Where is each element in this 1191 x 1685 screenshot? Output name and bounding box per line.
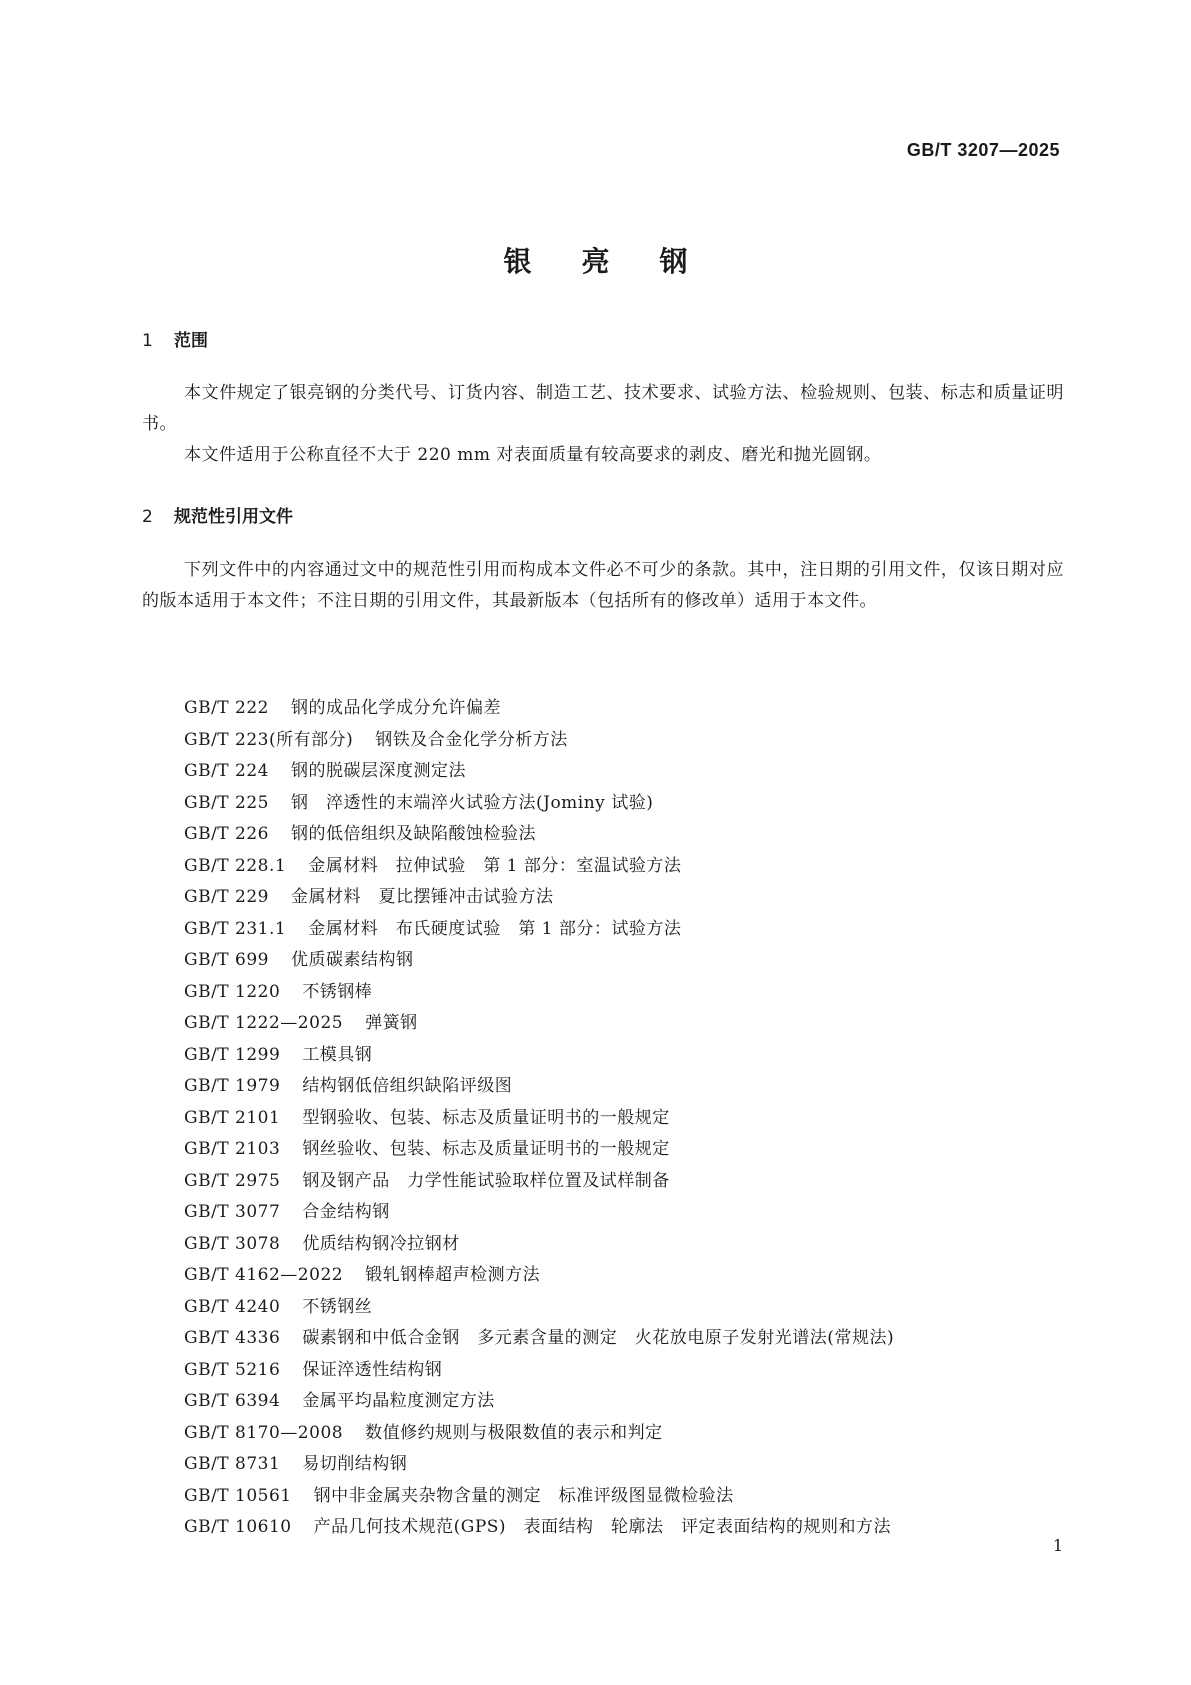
reference-item xyxy=(184,977,894,1009)
reference-code: GB/T 228.1 xyxy=(184,855,287,876)
reference-code: GB/T 1220 xyxy=(184,981,281,1002)
reference-item xyxy=(184,1008,894,1040)
reference-code: GB/T 4162—2022 xyxy=(184,1265,344,1285)
reference-code: GB/T 699 xyxy=(184,950,269,970)
reference-code: GB/T 5216 xyxy=(184,1359,281,1380)
reference-code: GB/T 8731 xyxy=(184,1454,281,1474)
reference-item xyxy=(184,1418,894,1450)
reference-title: 优质碳素结构钢 xyxy=(291,950,414,970)
reference-code: GB/T 3077 xyxy=(184,1202,281,1222)
reference-item xyxy=(184,1386,894,1418)
reference-item xyxy=(184,914,894,946)
reference-item xyxy=(184,1292,894,1324)
reference-item xyxy=(184,1197,894,1229)
reference-title: 易切削结构钢 xyxy=(302,1454,408,1474)
reference-title: 优质结构钢冷拉钢材 xyxy=(302,1233,460,1254)
reference-item xyxy=(184,1103,894,1135)
reference-title: 钢的脱碳层深度测定法 xyxy=(291,761,466,781)
reference-code: GB/T 2101 xyxy=(184,1107,281,1128)
reference-item xyxy=(184,1260,894,1292)
reference-title: 钢铁及合金化学分析方法 xyxy=(375,729,568,750)
reference-item xyxy=(184,945,894,977)
reference-code: GB/T 3078 xyxy=(184,1233,281,1254)
reference-code: GB/T 6394 xyxy=(184,1391,281,1411)
section-title: 范围 xyxy=(174,331,208,351)
reference-code: GB/T 10610 xyxy=(184,1517,292,1537)
reference-item xyxy=(184,1229,894,1261)
reference-title: 保证淬透性结构钢 xyxy=(302,1359,443,1380)
reference-item xyxy=(184,1323,894,1355)
reference-title: 金属材料 布氏硬度试验 第 1 部分：试验方法 xyxy=(308,918,682,939)
scope-paragraph-2: 本文件适用于公称直径不大于 220 mm 对表面质量有较高要求的剥皮、磨光和抛光圆钢。 xyxy=(184,445,882,465)
reference-title: 钢丝验收、包装、标志及质量证明书的一般规定 xyxy=(302,1139,670,1159)
reference-title: 工模具钢 xyxy=(302,1044,373,1065)
reference-item xyxy=(184,1449,894,1481)
reference-code: GB/T 222 xyxy=(184,698,269,718)
reference-item xyxy=(184,788,894,820)
reference-code: GB/T 1299 xyxy=(184,1044,281,1065)
reference-code: GB/T 4240 xyxy=(184,1296,281,1317)
standard-code: GB/T 3207—2025 xyxy=(906,140,1060,160)
reference-title: 型钢验收、包装、标志及质量证明书的一般规定 xyxy=(302,1107,670,1128)
reference-code: GB/T 224 xyxy=(184,761,269,781)
reference-code: GB/T 231.1 xyxy=(184,918,287,939)
references-intro-paragraph: 下列文件中的内容通过文中的规范性引用而构成本文件必不可少的条款。其中，注日期的引用文件，仅该日期对应的版本适用于本文件；不注日期的引用文件，其最新版本（包括所有的修改单）适用于本文件。 xyxy=(142,560,1064,611)
reference-item xyxy=(184,851,894,883)
reference-title: 金属材料 拉伸试验 第 1 部分：室温试验方法 xyxy=(308,855,682,876)
reference-title: 数值修约规则与极限数值的表示和判定 xyxy=(365,1422,663,1443)
reference-code: GB/T 229 xyxy=(184,887,269,907)
reference-item xyxy=(184,1512,894,1544)
page-number: 1 xyxy=(1052,1536,1063,1555)
section-number: 1 xyxy=(142,331,153,351)
reference-item xyxy=(184,725,894,757)
reference-title: 合金结构钢 xyxy=(302,1202,390,1222)
document-title: 银亮钢 xyxy=(503,245,738,278)
reference-title: 钢的低倍组织及缺陷酸蚀检验法 xyxy=(291,824,536,844)
reference-code: GB/T 2975 xyxy=(184,1170,281,1191)
section-heading-scope xyxy=(142,326,208,351)
section-title: 规范性引用文件 xyxy=(174,507,293,527)
reference-title: 弹簧钢 xyxy=(365,1013,418,1033)
reference-item xyxy=(184,1355,894,1387)
reference-title: 金属平均晶粒度测定方法 xyxy=(302,1391,495,1411)
reference-item xyxy=(184,819,894,851)
reference-title: 产品几何技术规范(GPS) 表面结构 轮廓法 评定表面结构的规则和方法 xyxy=(313,1517,892,1537)
reference-code: GB/T 1222—2025 xyxy=(184,1013,344,1033)
reference-item xyxy=(184,1134,894,1166)
reference-item xyxy=(184,1166,894,1198)
reference-title: 结构钢低倍组织缺陷评级图 xyxy=(302,1076,513,1096)
reference-code: GB/T 223(所有部分) xyxy=(184,729,354,750)
section-heading-normative-references xyxy=(142,502,293,527)
section-number: 2 xyxy=(142,507,153,527)
reference-item xyxy=(184,882,894,914)
reference-item xyxy=(184,1481,894,1513)
scope-paragraph-1: 本文件规定了银亮钢的分类代号、订货内容、制造工艺、技术要求、试验方法、检验规则、包装、标志和质量证明书。 xyxy=(142,383,1064,434)
reference-title: 钢的成品化学成分允许偏差 xyxy=(291,698,501,718)
reference-code: GB/T 8170—2008 xyxy=(184,1422,344,1443)
reference-code: GB/T 1979 xyxy=(184,1076,281,1096)
reference-item xyxy=(184,1040,894,1072)
reference-title: 不锈钢丝 xyxy=(302,1296,373,1317)
reference-code: GB/T 10561 xyxy=(184,1485,292,1506)
reference-code: GB/T 4336 xyxy=(184,1328,281,1348)
reference-item xyxy=(184,1071,894,1103)
reference-item xyxy=(184,693,894,725)
reference-title: 锻轧钢棒超声检测方法 xyxy=(365,1265,541,1285)
reference-title: 钢及钢产品 力学性能试验取样位置及试样制备 xyxy=(302,1170,670,1191)
reference-title: 金属材料 夏比摆锤冲击试验方法 xyxy=(291,887,554,907)
reference-item xyxy=(184,756,894,788)
reference-title: 不锈钢棒 xyxy=(302,981,373,1002)
reference-code: GB/T 225 xyxy=(184,792,269,813)
reference-list xyxy=(184,693,894,1544)
reference-title: 钢中非金属夹杂物含量的测定 标准评级图显微检验法 xyxy=(313,1485,734,1506)
reference-code: GB/T 2103 xyxy=(184,1139,281,1159)
reference-title: 碳素钢和中低合金钢 多元素含量的测定 火花放电原子发射光谱法(常规法) xyxy=(302,1328,895,1348)
reference-title: 钢 淬透性的末端淬火试验方法(Jominy 试验) xyxy=(291,792,654,813)
reference-code: GB/T 226 xyxy=(184,824,269,844)
